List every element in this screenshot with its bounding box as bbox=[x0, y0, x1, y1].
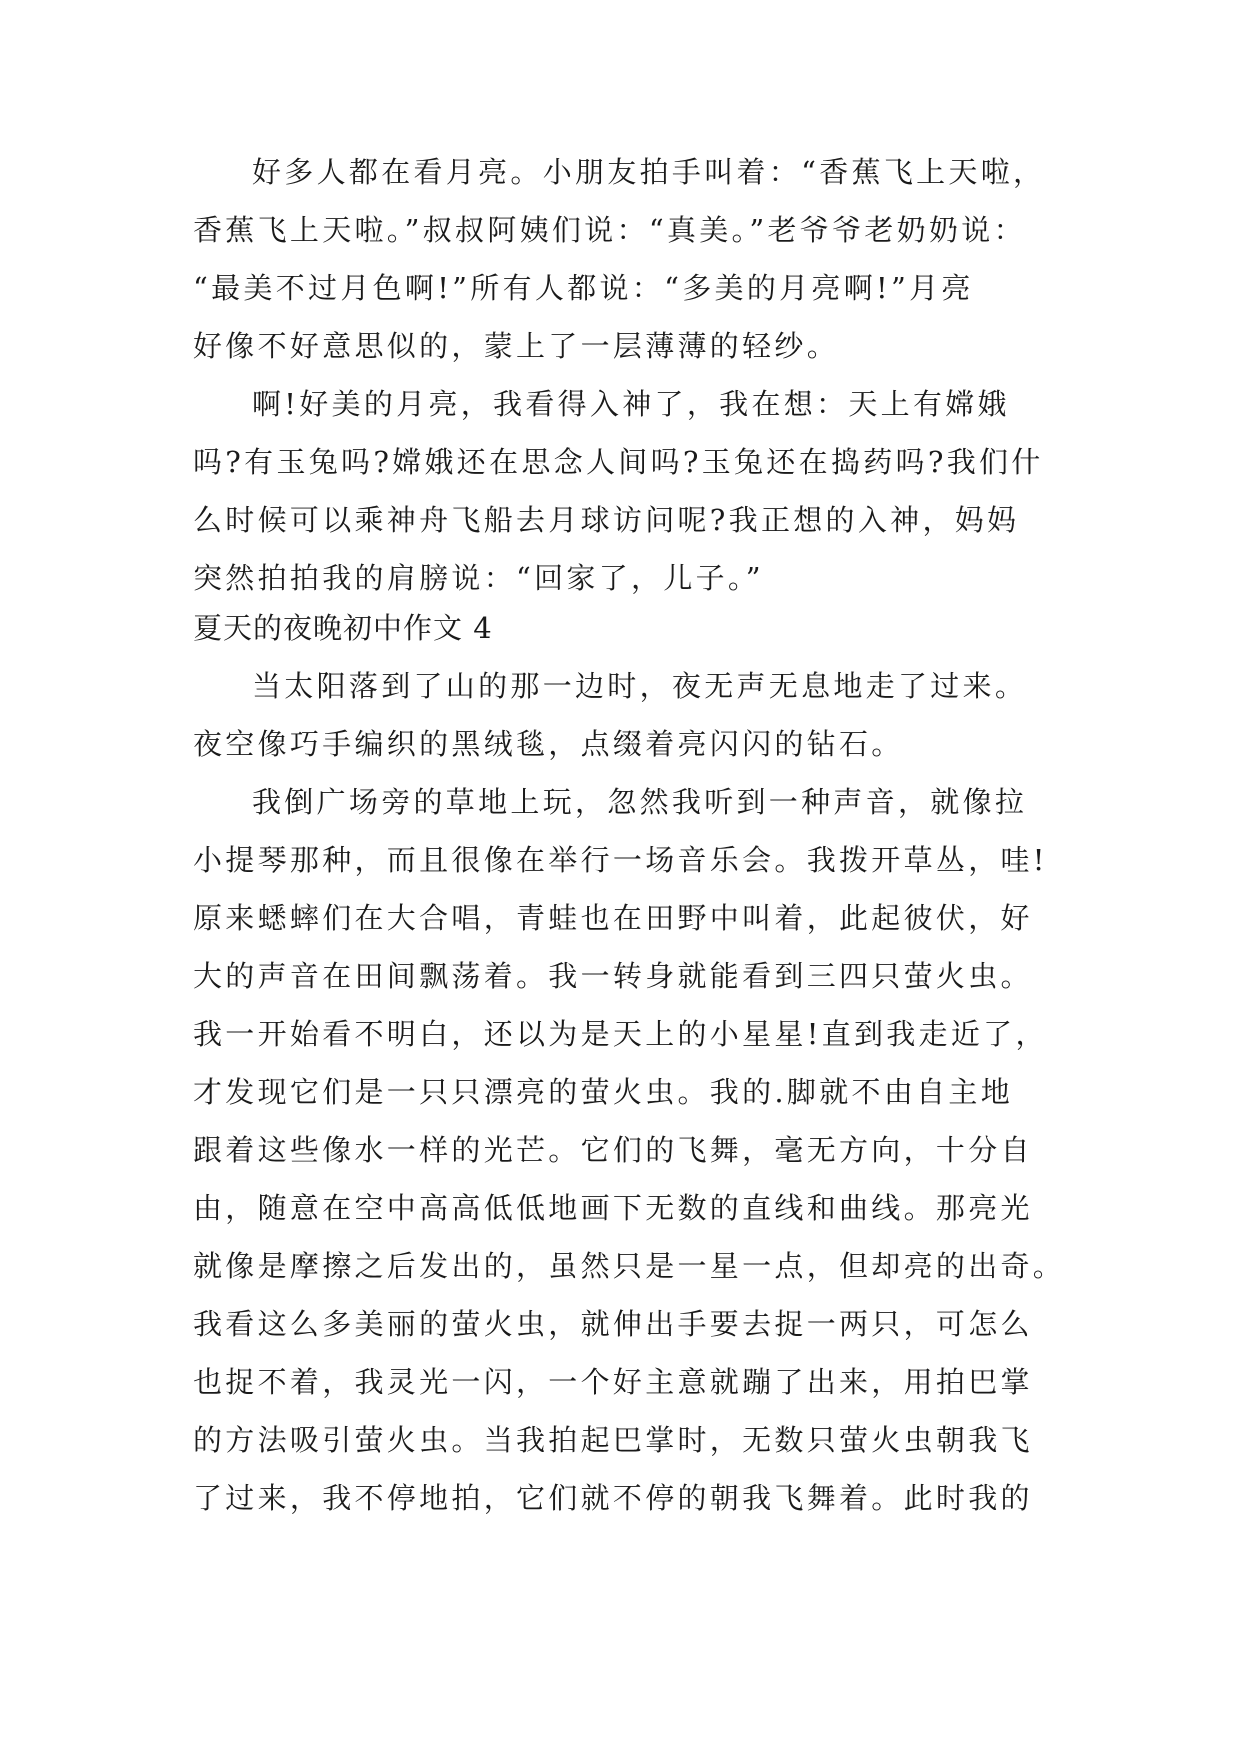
paragraph-line: 吗?有玉兔吗?嫦娥还在思念人间吗?玉兔还在捣药吗?我们什 bbox=[193, 445, 1044, 479]
paragraph-line: 香蕉飞上天啦。”叔叔阿姨们说：“真美。”老爷爷老奶奶说： bbox=[193, 213, 1026, 247]
paragraph-line: 我看这么多美丽的萤火虫，就伸出手要去捉一两只，可怎么 bbox=[193, 1307, 1033, 1341]
paragraph-line: 的方法吸引萤火虫。当我拍起巴掌时，无数只萤火虫朝我飞 bbox=[193, 1423, 1033, 1457]
section-heading: 夏天的夜晚初中作文 4 bbox=[193, 611, 493, 645]
paragraph-line: 原来蟋蟀们在大合唱，青蛙也在田野中叫着，此起彼伏，好 bbox=[193, 901, 1033, 935]
paragraph-line: “最美不过月色啊!”所有人都说：“多美的月亮啊!”月亮 bbox=[193, 271, 974, 305]
paragraph-line: 当太阳落到了山的那一边时，夜无声无息地走了过来。 bbox=[252, 669, 1028, 703]
paragraph-line: 我倒广场旁的草地上玩，忽然我听到一种声音，就像拉 bbox=[252, 785, 1028, 819]
paragraph-line: 小提琴那种，而且很像在举行一场音乐会。我拨开草丛，哇! bbox=[193, 843, 1048, 877]
paragraph-line: 跟着这些像水一样的光芒。它们的飞舞，毫无方向，十分自 bbox=[193, 1133, 1033, 1167]
paragraph-line: 就像是摩擦之后发出的，虽然只是一星一点，但却亮的出奇。 bbox=[193, 1249, 1066, 1283]
paragraph-line: 才发现它们是一只只漂亮的萤火虫。我的.脚就不由自主地 bbox=[193, 1075, 1014, 1109]
paragraph-line: 突然拍拍我的肩膀说：“回家了，儿子。” bbox=[193, 561, 764, 595]
paragraph-line: 么时候可以乘神舟飞船去月球访问呢?我正想的入神，妈妈 bbox=[193, 503, 1020, 537]
paragraph-line: 了过来，我不停地拍，它们就不停的朝我飞舞着。此时我的 bbox=[193, 1481, 1033, 1515]
paragraph-line: 由，随意在空中高高低低地画下无数的直线和曲线。那亮光 bbox=[193, 1191, 1033, 1225]
paragraph-line: 啊!好美的月亮，我看得入神了，我在想：天上有嫦娥 bbox=[252, 387, 1010, 421]
paragraph-line: 也捉不着，我灵光一闪，一个好主意就蹦了出来，用拍巴掌 bbox=[193, 1365, 1033, 1399]
paragraph-line: 好多人都在看月亮。小朋友拍手叫着：“香蕉飞上天啦， bbox=[252, 155, 1046, 189]
paragraph-line: 夜空像巧手编织的黑绒毯，点缀着亮闪闪的钻石。 bbox=[193, 727, 904, 761]
paragraph-line: 好像不好意思似的，蒙上了一层薄薄的轻纱。 bbox=[193, 329, 840, 363]
paragraph-line: 大的声音在田间飘荡着。我一转身就能看到三四只萤火虫。 bbox=[193, 959, 1033, 993]
paragraph-line: 我一开始看不明白，还以为是天上的小星星!直到我走近了， bbox=[193, 1017, 1048, 1051]
